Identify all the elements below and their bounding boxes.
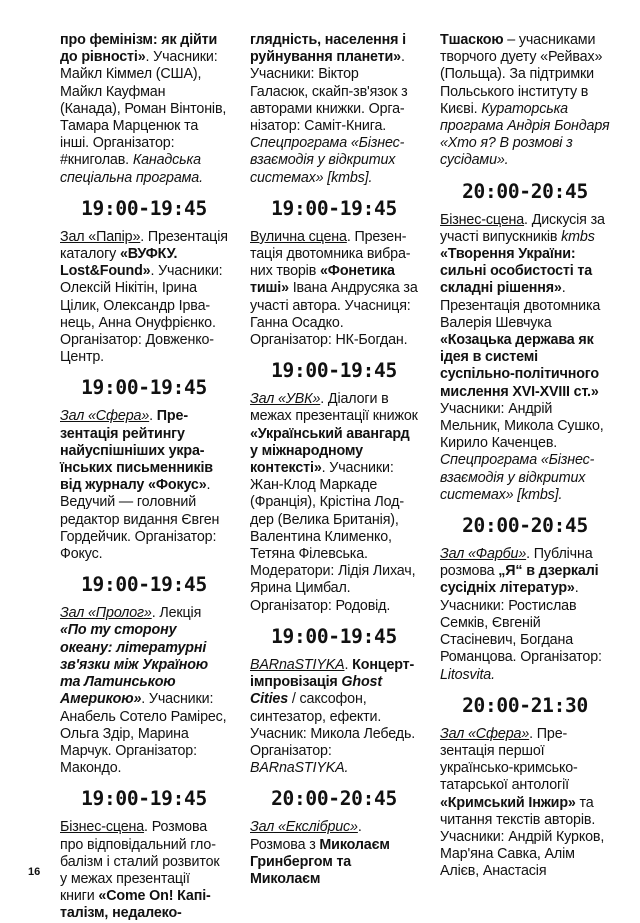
event-description [60, 32, 228, 187]
event-description [250, 819, 418, 888]
venue-name: Зал «Сфера» [440, 725, 530, 742]
time-slot-heading: 19:00-19:45 [271, 359, 397, 383]
italic-note: Канадська спеціальна програма. [60, 152, 203, 186]
event-description [440, 212, 610, 504]
venue-name: BARnaSTIYKA [250, 656, 345, 673]
event-text: . Учасники: Жан-Клод Маркаде (Франція), Крістіна Лоддер (Велика Британія), Валентина Клименко, Тетяна Філевська. Модератори: Лідія Лихач, Ярина Цимбал. Організатор: Родовід. [250, 460, 416, 614]
event-title: «Кримський Інжир» [440, 794, 576, 811]
event-text: . Дискусія за участі випускників [440, 211, 605, 245]
event-text: . Учасники: Анабель Сотело Рамірес, Ольга Здір, Марина Марчук. Організатор: Макондо. [60, 691, 227, 777]
event-title: „Я“ в дзеркалі сусідніх літератур» [440, 563, 599, 597]
event-description [250, 391, 418, 615]
event-title: Тшаскою [440, 32, 504, 48]
event-description [250, 657, 418, 777]
time-slot-heading: 19:00-19:45 [81, 196, 207, 220]
time-slot-heading: 20:00-20:45 [462, 179, 588, 203]
column-3 [440, 32, 610, 881]
time-slot-heading: 20:00-20:45 [271, 787, 397, 811]
time-slot-heading: 19:00-19:45 [81, 787, 207, 811]
event-text: . Презентація першої українсько-кримськотатарської антології [440, 725, 578, 794]
event-text: . Учасники: Віктор Галасюк, скайп-зв'язок з авторами книжки. Організатор: Саміт-Книга. [250, 49, 408, 135]
event-description [440, 546, 610, 684]
event-description [440, 726, 610, 881]
event-text: . [149, 408, 157, 425]
event-title: Миколаєм Гринбергом та Миколаєм [250, 836, 390, 887]
italic-note: BARnaSTIYKA. [250, 760, 349, 777]
event-title: «Козацька держава як ідея в системі суспільно-політичного мислення XVI-XVIII ст.» [440, 332, 599, 400]
event-text: . [344, 656, 353, 673]
event-text: . Діалоги в межах презентації книжок [250, 391, 418, 425]
event-text: та читання текстів авторів. Учасники: Андрій Курков, Мар'яна Савка, Алім Алієв, Анастасія [440, 794, 605, 880]
event-title: про фемінізм: як дійти до рівності» [60, 32, 218, 66]
event-text: / саксофон, синтезатор, ефекти. Учасник: Микола Лебедь. Організатор: [250, 691, 416, 759]
event-text: . Учасники: Олексій Нікітін, Ірина Цілик, Олександр Ірванець, Анна Онуфрієнко. Організатор: Довженко-Центр. [60, 263, 223, 366]
event-title: «ВУФКУ. Lost&Found» [60, 246, 178, 280]
event-text: – учасниками творчого дуету «Рейвах» (Польща). За підтримки Польського інституту в Києві. [440, 32, 603, 117]
event-description [440, 32, 610, 170]
event-title: Концерт-імпровізація [250, 656, 415, 691]
event-title: «Come On! Капіталізм, недалеко- [60, 888, 211, 922]
page-number: 16 [28, 866, 41, 878]
event-text: . Учасники: Ростислав Семків, Євгеній Стасіневич, Богдана Романцова. Організатор: [440, 580, 602, 666]
time-slot-heading: 19:00-19:45 [81, 376, 207, 400]
column-2 [250, 32, 418, 888]
time-slot-heading: 19:00-19:45 [81, 573, 207, 597]
column-1 [60, 32, 228, 923]
italic-note: Спецпрограма «Бізнес-взаємодія у відкритих системах» [kmbs]. [250, 135, 405, 186]
event-title: «Український авангард у міжнародному контексті» [250, 425, 410, 477]
event-title: «По ту сторону океану: літературні зв'язки між Україною та Латинською Америкою» [60, 622, 209, 708]
event-title: Презентація рейтингу найуспішніших українських письменників від журналу «Фокус» [60, 408, 213, 494]
event-text: . Лекція [151, 605, 202, 622]
event-description [250, 32, 418, 187]
time-slot-heading: 20:00-20:45 [462, 514, 588, 538]
event-text: . Презентація двотомника вибраних творів [250, 228, 411, 280]
event-text: . Учасники: Майкл Кіммел (США), Майкл Кауфман (Канада), Роман Вінтонів, Тамара Марценюк та інші. Організатор: #книголав. [60, 49, 227, 169]
event-description [60, 819, 228, 922]
italic-note: kmbs [561, 228, 595, 245]
venue-name: Зал «Пролог» [60, 605, 152, 622]
italic-note: Litosvita. [440, 666, 495, 683]
event-title: «Творення України: сильні особистості та складні рішення» [440, 246, 593, 297]
venue-name: Зал «УВК» [250, 391, 321, 408]
event-text: Івана Андрусяка за участі автора. Учасниця: Ганна Осадко. Організатор: НК-Богдан. [250, 280, 418, 349]
event-title: глядність, населення і руйнування планети» [250, 32, 406, 66]
venue-name: Вулична сцена [250, 228, 347, 245]
venue-name: Зал «Екслібрис» [250, 819, 358, 836]
event-text: . Публічна розмова [440, 546, 593, 580]
italic-note: Спецпрограма «Бізнес-взаємодія у відкритих системах» [kmbs]. [440, 452, 595, 503]
event-description [60, 605, 228, 777]
event-text: . Розмова про відповідальний глобалізм і сталий розвиток у межах презентації книги [60, 819, 220, 905]
event-description [60, 408, 228, 563]
time-slot-heading: 19:00-19:45 [271, 196, 397, 220]
event-title: Ghost Cities [250, 674, 382, 708]
italic-note: Кураторська програма Андрія Бондаря «Хто я? В розмові з сусідами». [440, 100, 610, 169]
time-slot-heading: 19:00-19:45 [271, 624, 397, 648]
event-text: . Ведучий — головний редактор видання Євген Гордейчик. Організатор: Фокус. [60, 477, 220, 563]
event-text: Учасники: Андрій Мельник, Микола Сушко, Кирило Каченцев. [440, 400, 604, 452]
venue-name: Бізнес-сцена [60, 819, 145, 836]
event-title: «Фонетика тиші» [250, 263, 395, 297]
venue-name: Зал «Сфера» [60, 408, 150, 425]
event-text: . Розмова з [250, 819, 362, 853]
venue-name: Бізнес-сцена [440, 211, 525, 228]
venue-name: Зал «Папір» [60, 228, 141, 245]
event-text: . Презентація каталогу [60, 228, 228, 263]
event-text: . Презентація двотомника Валерія Шевчука [440, 280, 601, 331]
event-description [60, 229, 228, 367]
time-slot-heading: 20:00-21:30 [462, 693, 588, 717]
venue-name: Зал «Фарби» [440, 546, 527, 563]
event-description [250, 229, 418, 349]
